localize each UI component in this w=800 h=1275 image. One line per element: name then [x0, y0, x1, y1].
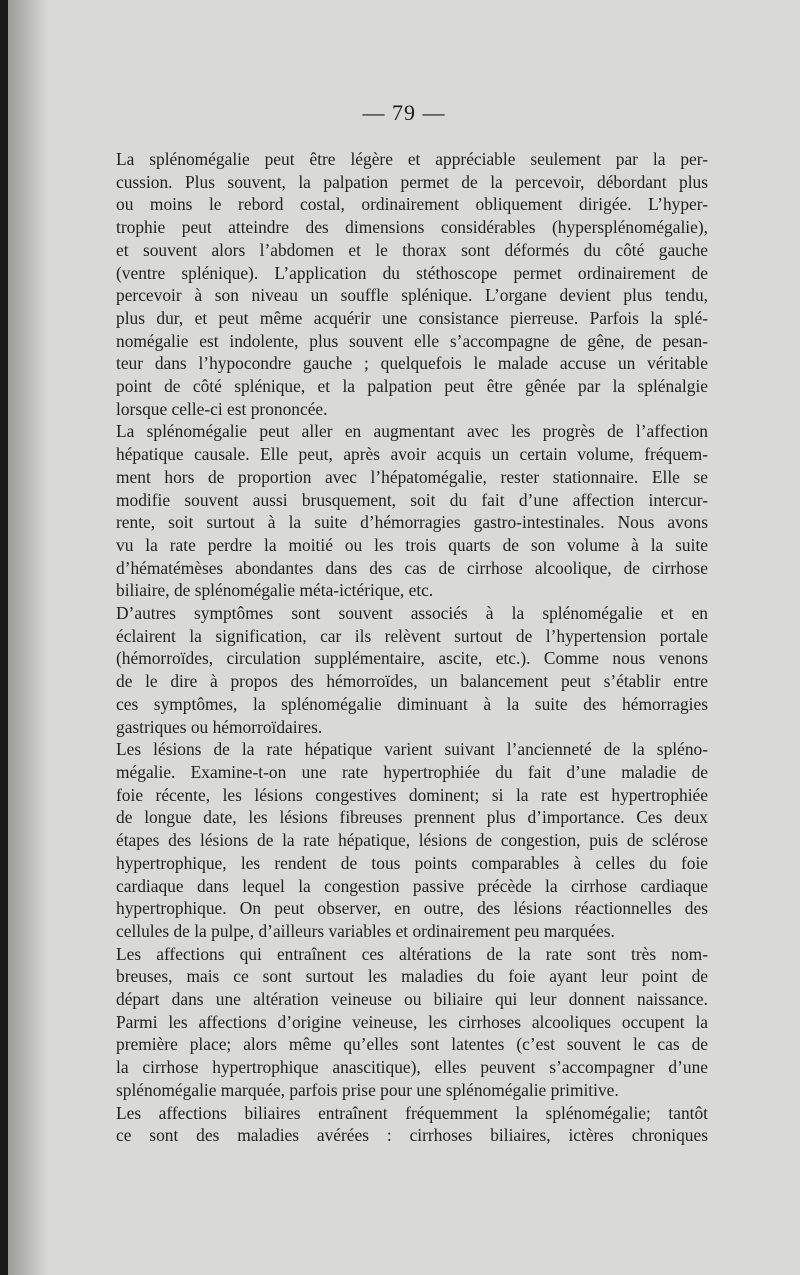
text-line: foie récente, les lésions congestives dominent; si la rate est hypertrophiée [116, 784, 708, 805]
text-line: hypertrophique. On peut observer, en outre, des lésions réactionnelles des [116, 898, 708, 919]
paragraph-2 [116, 420, 708, 602]
text-line: hypertrophique, les rendent de tous points comparables à celles du foie [116, 852, 708, 873]
page-number: — 79 — [362, 100, 446, 125]
text-line: la cirrhose hypertrophique anascitique), elles peuvent s’accompagner d’une [116, 1057, 708, 1078]
text-line: première place; alors même qu’elles sont latentes (c’est souvent le cas de [116, 1034, 708, 1055]
text-line: breuses, mais ce sont surtout les maladies du foie ayant leur point de [116, 966, 708, 987]
text-line: teur dans l’hypocondre gauche ; quelquefois le malade accuse un véritable [116, 353, 708, 374]
text-line: ces symptômes, la splénomégalie diminuant à la suite des hémorragies [116, 693, 708, 714]
text-line: de le dire à propos des hémorroïdes, un balancement peut s’établir entre [116, 671, 708, 692]
text-line: d’hématémèses abondantes dans des cas de cirrhose alcoolique, de cirrhose [116, 557, 708, 578]
text-line: lorsque celle-ci est prononcée. [116, 398, 328, 419]
text-line: Les affections qui entraînent ces altérations de la rate sont très nom- [116, 943, 708, 964]
text-line: rente, soit surtout à la suite d’hémorragies gastro-intestinales. Nous avons [116, 512, 708, 533]
text-line: D’autres symptômes sont souvent associés à la splénomégalie et en [116, 603, 708, 624]
text-line: ment hors de proportion avec l’hépatomégalie, rester stationnaire. Elle se [116, 466, 708, 487]
paragraph-1 [116, 148, 708, 420]
text-line: (hémorroïdes, circulation supplémentaire, ascite, etc.). Comme nous venons [116, 648, 708, 669]
text-line: nomégalie est indolente, plus souvent elle s’accompagne de gêne, de pesan- [116, 330, 708, 351]
text-line: éclairent la signification, car ils relèvent surtout de l’hypertension portale [116, 625, 708, 646]
page-binding-shadow [8, 0, 48, 1275]
text-line: (ventre splénique). L’application du stéthoscope permet ordinairement de [116, 262, 708, 283]
text-line: hépatique causale. Elle peut, après avoir acquis un certain volume, fréquem- [116, 444, 708, 465]
text-line: Les affections biliaires entraînent fréquemment la splénomégalie; tantôt [116, 1102, 708, 1123]
body-text [116, 148, 708, 1147]
text-line: cellules de la pulpe, d’ailleurs variables et ordinairement peu marquées. [116, 920, 615, 941]
text-line: ce sont des maladies avérées : cirrhoses biliaires, ictères chroniques [116, 1125, 708, 1146]
text-line: splénomégalie marquée, parfois prise pour une splénomégalie primitive. [116, 1079, 619, 1100]
text-line: étapes des lésions de la rate hépatique, lésions de congestion, puis de sclérose [116, 830, 708, 851]
text-line: de longue date, les lésions fibreuses prennent plus d’importance. Ces deux [116, 807, 708, 828]
paragraph-6 [116, 1102, 708, 1147]
text-line: mégalie. Examine-t-on une rate hypertrophiée du fait d’une maladie de [116, 761, 708, 782]
text-line: La splénomégalie peut être légère et appréciable seulement par la per- [116, 149, 708, 169]
paragraph-4 [116, 738, 708, 942]
text-line: ou moins le rebord costal, ordinairement obliquement dirigée. L’hyper- [116, 194, 708, 215]
text-line: plus dur, et peut même acquérir une consistance pierreuse. Parfois la splé- [116, 307, 708, 328]
text-line: et souvent alors l’abdomen et le thorax sont déformés du côté gauche [116, 239, 708, 260]
text-line: cardiaque dans lequel la congestion passive précède la cirrhose cardiaque [116, 875, 708, 896]
text-line: percevoir à son niveau un souffle splénique. L’organe devient plus tendu, [116, 285, 708, 306]
text-line: modifie souvent aussi brusquement, soit du fait d’une affection intercur- [116, 489, 708, 510]
text-line: La splénomégalie peut aller en augmentant avec les progrès de l’affection [116, 421, 708, 442]
text-line: cussion. Plus souvent, la palpation permet de la percevoir, débordant plus [116, 171, 708, 192]
text-line: biliaire, de splénomégalie méta-ictérique, etc. [116, 580, 434, 601]
scanned-page [8, 0, 800, 1275]
text-line: point de côté splénique, et la palpation peut être gênée par la splénalgie [116, 376, 708, 397]
text-line: Parmi les affections d’origine veineuse, les cirrhoses alcooliques occupent la [116, 1011, 708, 1032]
text-line: Les lésions de la rate hépatique varient suivant l’ancienneté de la spléno- [116, 739, 708, 760]
paragraph-5 [116, 943, 708, 1102]
text-line: trophie peut atteindre des dimensions considérables (hypersplénomégalie), [116, 217, 708, 238]
text-line: départ dans une altération veineuse ou biliaire qui leur donnent naissance. [116, 989, 708, 1010]
paragraph-3 [116, 602, 708, 738]
text-line: vu la rate perdre la moitié ou les trois quarts de son volume à la suite [116, 534, 708, 555]
text-line: gastriques ou hémorroïdaires. [116, 716, 323, 737]
